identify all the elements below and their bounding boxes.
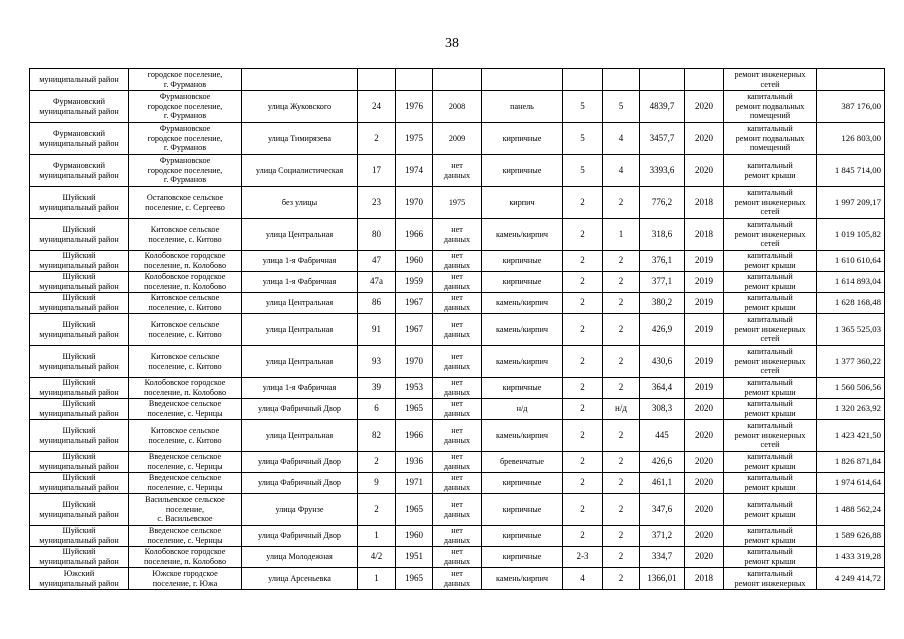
area-cell: 347,6 <box>640 494 685 526</box>
area-cell: 776,2 <box>640 187 685 219</box>
privatization-year-cell: нет данных <box>433 293 482 314</box>
work-type-cell: капитальный ремонт инженерных сетей <box>724 219 817 251</box>
wall-material-cell: камень/кирпич <box>482 568 563 590</box>
settlement-cell: Колобовское городское поселение, п. Колобово <box>129 547 242 568</box>
settlement-cell: Фурмановское городское поселение, г. Фурманов <box>129 91 242 123</box>
district-cell: Южский муниципальный район <box>30 568 129 590</box>
cost-cell: 1 974 614,64 <box>817 473 885 494</box>
wall-material-cell: камень/кирпич <box>482 314 563 346</box>
area-cell: 430,6 <box>640 346 685 378</box>
area-cell: 426,6 <box>640 452 685 473</box>
area-cell: 380,2 <box>640 293 685 314</box>
work-type-cell: капитальный ремонт крыши <box>724 473 817 494</box>
entrances-cell: 2 <box>603 293 640 314</box>
area-cell: 445 <box>640 420 685 452</box>
privatization-year-cell: нет данных <box>433 420 482 452</box>
house-number-cell <box>358 69 396 91</box>
settlement-cell: городское поселение, г. Фурманов <box>129 69 242 91</box>
table-row <box>30 69 885 91</box>
street-cell: улица Центральная <box>242 420 358 452</box>
entrances-cell: 2 <box>603 473 640 494</box>
settlement-cell: Васильевское сельское поселение, с. Васильевское <box>129 494 242 526</box>
entrances-cell: 2 <box>603 568 640 590</box>
street-cell: без улицы <box>242 187 358 219</box>
repair-year-cell: 2019 <box>685 378 724 399</box>
cost-cell: 387 176,00 <box>817 91 885 123</box>
area-cell: 377,1 <box>640 272 685 293</box>
repair-year-cell: 2020 <box>685 155 724 187</box>
repair-year-cell: 2020 <box>685 91 724 123</box>
area-cell: 371,2 <box>640 526 685 547</box>
house-number-cell: 4/2 <box>358 547 396 568</box>
work-type-cell: капитальный ремонт инженерных сетей <box>724 420 817 452</box>
built-year-cell: 1959 <box>396 272 433 293</box>
house-number-cell: 47 <box>358 251 396 272</box>
built-year-cell: 1971 <box>396 473 433 494</box>
table-row <box>30 314 885 346</box>
wall-material-cell: камень/кирпич <box>482 219 563 251</box>
floors-cell: 2 <box>563 251 603 272</box>
built-year-cell: 1976 <box>396 91 433 123</box>
house-number-cell: 24 <box>358 91 396 123</box>
street-cell: улица Фабричный Двор <box>242 399 358 420</box>
entrances-cell: 2 <box>603 187 640 219</box>
floors-cell: 2 <box>563 399 603 420</box>
built-year-cell: 1951 <box>396 547 433 568</box>
work-type-cell: капитальный ремонт крыши <box>724 452 817 473</box>
table-row <box>30 251 885 272</box>
privatization-year-cell <box>433 69 482 91</box>
work-type-cell: капитальный ремонт инженерных сетей <box>724 314 817 346</box>
entrances-cell: 2 <box>603 378 640 399</box>
entrances-cell: 2 <box>603 526 640 547</box>
district-cell: Шуйский муниципальный район <box>30 293 129 314</box>
floors-cell: 2 <box>563 293 603 314</box>
cost-cell: 1 423 421,50 <box>817 420 885 452</box>
area-cell: 1366,01 <box>640 568 685 590</box>
district-cell: Шуйский муниципальный район <box>30 494 129 526</box>
street-cell: улица Тимирязева <box>242 123 358 155</box>
cost-cell: 1 488 562,24 <box>817 494 885 526</box>
settlement-cell: Южское городское поселение, г. Южа <box>129 568 242 590</box>
repair-year-cell: 2020 <box>685 547 724 568</box>
table-body <box>30 69 885 590</box>
wall-material-cell: кирпичные <box>482 272 563 293</box>
table-row <box>30 187 885 219</box>
entrances-cell <box>603 69 640 91</box>
repair-year-cell: 2019 <box>685 251 724 272</box>
area-cell: 308,3 <box>640 399 685 420</box>
cost-cell: 1 826 871,84 <box>817 452 885 473</box>
repair-year-cell: 2020 <box>685 123 724 155</box>
built-year-cell: 1965 <box>396 494 433 526</box>
built-year-cell: 1960 <box>396 251 433 272</box>
table-row <box>30 378 885 399</box>
settlement-cell: Колобовское городское поселение, п. Колобово <box>129 251 242 272</box>
floors-cell: 2 <box>563 346 603 378</box>
work-type-cell: капитальный ремонт инженерных <box>724 568 817 590</box>
area-cell: 4839,7 <box>640 91 685 123</box>
district-cell: Фурмановский муниципальный район <box>30 91 129 123</box>
built-year-cell: 1966 <box>396 219 433 251</box>
floors-cell: 2 <box>563 219 603 251</box>
settlement-cell: Введенское сельское поселение, с. Чернцы <box>129 399 242 420</box>
housing-repair-table <box>29 68 885 590</box>
wall-material-cell: кирпичные <box>482 547 563 568</box>
district-cell: Шуйский муниципальный район <box>30 452 129 473</box>
house-number-cell: 93 <box>358 346 396 378</box>
area-cell: 318,6 <box>640 219 685 251</box>
table-row <box>30 494 885 526</box>
work-type-cell: ремонт инженерных сетей <box>724 69 817 91</box>
floors-cell: 2 <box>563 452 603 473</box>
cost-cell: 1 433 319,28 <box>817 547 885 568</box>
table-row <box>30 399 885 420</box>
work-type-cell: капитальный ремонт инженерных сетей <box>724 346 817 378</box>
privatization-year-cell: нет данных <box>433 494 482 526</box>
built-year-cell: 1974 <box>396 155 433 187</box>
district-cell: Фурмановский муниципальный район <box>30 123 129 155</box>
work-type-cell: капитальный ремонт крыши <box>724 272 817 293</box>
privatization-year-cell: нет данных <box>433 314 482 346</box>
wall-material-cell: н/д <box>482 399 563 420</box>
wall-material-cell <box>482 69 563 91</box>
cost-cell: 1 997 209,17 <box>817 187 885 219</box>
house-number-cell: 91 <box>358 314 396 346</box>
work-type-cell: капитальный ремонт подвальных помещений <box>724 123 817 155</box>
street-cell: улица Социалистическая <box>242 155 358 187</box>
privatization-year-cell: нет данных <box>433 219 482 251</box>
district-cell: Шуйский муниципальный район <box>30 547 129 568</box>
wall-material-cell: кирпичные <box>482 155 563 187</box>
privatization-year-cell: нет данных <box>433 452 482 473</box>
privatization-year-cell: нет данных <box>433 346 482 378</box>
settlement-cell: Китовское сельское поселение, с. Китово <box>129 420 242 452</box>
house-number-cell: 9 <box>358 473 396 494</box>
wall-material-cell: кирпичные <box>482 494 563 526</box>
wall-material-cell: панель <box>482 91 563 123</box>
entrances-cell: 2 <box>603 452 640 473</box>
street-cell: улица Фрунзе <box>242 494 358 526</box>
floors-cell: 2 <box>563 526 603 547</box>
cost-cell: 1 610 610,64 <box>817 251 885 272</box>
work-type-cell: капитальный ремонт крыши <box>724 251 817 272</box>
built-year-cell: 1965 <box>396 399 433 420</box>
repair-year-cell: 2019 <box>685 272 724 293</box>
table-row <box>30 155 885 187</box>
house-number-cell: 39 <box>358 378 396 399</box>
district-cell: муниципальный район <box>30 69 129 91</box>
settlement-cell: Китовское сельское поселение, с. Китово <box>129 314 242 346</box>
district-cell: Шуйский муниципальный район <box>30 526 129 547</box>
work-type-cell: капитальный ремонт инженерных сетей <box>724 187 817 219</box>
area-cell: 461,1 <box>640 473 685 494</box>
area-cell: 426,9 <box>640 314 685 346</box>
work-type-cell: капитальный ремонт крыши <box>724 547 817 568</box>
street-cell: улица Фабричный Двор <box>242 452 358 473</box>
cost-cell: 1 365 525,03 <box>817 314 885 346</box>
table-row <box>30 526 885 547</box>
built-year-cell: 1936 <box>396 452 433 473</box>
repair-year-cell: 2019 <box>685 314 724 346</box>
wall-material-cell: бревенчатые <box>482 452 563 473</box>
cost-cell: 126 803,00 <box>817 123 885 155</box>
privatization-year-cell: нет данных <box>433 272 482 293</box>
floors-cell: 2-3 <box>563 547 603 568</box>
repair-year-cell: 2019 <box>685 346 724 378</box>
built-year-cell: 1953 <box>396 378 433 399</box>
settlement-cell: Китовское сельское поселение, с. Китово <box>129 346 242 378</box>
district-cell: Шуйский муниципальный район <box>30 473 129 494</box>
work-type-cell: капитальный ремонт крыши <box>724 378 817 399</box>
table-row <box>30 420 885 452</box>
cost-cell: 1 628 168,48 <box>817 293 885 314</box>
entrances-cell: 1 <box>603 219 640 251</box>
street-cell: улица Фабричный Двор <box>242 526 358 547</box>
table-row <box>30 568 885 590</box>
district-cell: Шуйский муниципальный район <box>30 420 129 452</box>
work-type-cell: капитальный ремонт крыши <box>724 293 817 314</box>
district-cell: Шуйский муниципальный район <box>30 399 129 420</box>
area-cell: 364,4 <box>640 378 685 399</box>
built-year-cell: 1965 <box>396 568 433 590</box>
street-cell: улица 1-я Фабричная <box>242 378 358 399</box>
floors-cell: 2 <box>563 378 603 399</box>
floors-cell: 2 <box>563 187 603 219</box>
house-number-cell: 2 <box>358 452 396 473</box>
repair-year-cell: 2019 <box>685 293 724 314</box>
floors-cell: 5 <box>563 123 603 155</box>
cost-cell: 1 377 360,22 <box>817 346 885 378</box>
cost-cell: 1 019 105,82 <box>817 219 885 251</box>
house-number-cell: 1 <box>358 526 396 547</box>
work-type-cell: капитальный ремонт крыши <box>724 399 817 420</box>
work-type-cell: капитальный ремонт подвальных помещений <box>724 91 817 123</box>
district-cell: Шуйский муниципальный район <box>30 314 129 346</box>
floors-cell: 2 <box>563 494 603 526</box>
street-cell: улица Центральная <box>242 293 358 314</box>
settlement-cell: Остаповское сельское поселение, с. Сергеево <box>129 187 242 219</box>
house-number-cell: 80 <box>358 219 396 251</box>
table-row <box>30 473 885 494</box>
built-year-cell <box>396 69 433 91</box>
area-cell: 3393,6 <box>640 155 685 187</box>
privatization-year-cell: 2009 <box>433 123 482 155</box>
work-type-cell: капитальный ремонт крыши <box>724 155 817 187</box>
repair-year-cell: 2018 <box>685 568 724 590</box>
settlement-cell: Введенское сельское поселение, с. Чернцы <box>129 452 242 473</box>
entrances-cell: н/д <box>603 399 640 420</box>
work-type-cell: капитальный ремонт крыши <box>724 526 817 547</box>
repair-year-cell: 2020 <box>685 526 724 547</box>
entrances-cell: 2 <box>603 494 640 526</box>
privatization-year-cell: нет данных <box>433 155 482 187</box>
repair-year-cell: 2018 <box>685 219 724 251</box>
cost-cell: 4 249 414,72 <box>817 568 885 590</box>
wall-material-cell: камень/кирпич <box>482 346 563 378</box>
built-year-cell: 1967 <box>396 293 433 314</box>
repair-year-cell: 2020 <box>685 494 724 526</box>
house-number-cell: 23 <box>358 187 396 219</box>
privatization-year-cell: нет данных <box>433 547 482 568</box>
cost-cell <box>817 69 885 91</box>
house-number-cell: 82 <box>358 420 396 452</box>
table-row <box>30 452 885 473</box>
wall-material-cell: кирпич <box>482 187 563 219</box>
settlement-cell: Фурмановское городское поселение, г. Фурманов <box>129 155 242 187</box>
wall-material-cell: камень/кирпич <box>482 293 563 314</box>
floors-cell: 2 <box>563 420 603 452</box>
wall-material-cell: кирпичные <box>482 123 563 155</box>
privatization-year-cell: нет данных <box>433 378 482 399</box>
area-cell: 334,7 <box>640 547 685 568</box>
floors-cell: 5 <box>563 155 603 187</box>
repair-year-cell: 2018 <box>685 187 724 219</box>
district-cell: Шуйский муниципальный район <box>30 219 129 251</box>
repair-year-cell: 2020 <box>685 452 724 473</box>
settlement-cell: Колобовское городское поселение, п. Колобово <box>129 378 242 399</box>
district-cell: Шуйский муниципальный район <box>30 346 129 378</box>
entrances-cell: 4 <box>603 155 640 187</box>
table-row <box>30 91 885 123</box>
entrances-cell: 4 <box>603 123 640 155</box>
wall-material-cell: кирпичные <box>482 526 563 547</box>
table-row <box>30 123 885 155</box>
house-number-cell: 47а <box>358 272 396 293</box>
table-row <box>30 346 885 378</box>
privatization-year-cell: нет данных <box>433 251 482 272</box>
built-year-cell: 1970 <box>396 187 433 219</box>
built-year-cell: 1967 <box>396 314 433 346</box>
district-cell: Шуйский муниципальный район <box>30 187 129 219</box>
street-cell: улица Фабричный Двор <box>242 473 358 494</box>
entrances-cell: 2 <box>603 251 640 272</box>
district-cell: Шуйский муниципальный район <box>30 251 129 272</box>
privatization-year-cell: нет данных <box>433 568 482 590</box>
table-row <box>30 272 885 293</box>
floors-cell: 2 <box>563 272 603 293</box>
settlement-cell: Китовское сельское поселение, с. Китово <box>129 219 242 251</box>
settlement-cell: Введенское сельское поселение, с. Чернцы <box>129 473 242 494</box>
street-cell: улица Центральная <box>242 346 358 378</box>
cost-cell: 1 560 506,56 <box>817 378 885 399</box>
entrances-cell: 5 <box>603 91 640 123</box>
street-cell: улица 1-я Фабричная <box>242 272 358 293</box>
floors-cell: 4 <box>563 568 603 590</box>
page-number: 38 <box>445 36 459 51</box>
wall-material-cell: кирпичные <box>482 251 563 272</box>
cost-cell: 1 589 626,88 <box>817 526 885 547</box>
settlement-cell: Фурмановское городское поселение, г. Фурманов <box>129 123 242 155</box>
built-year-cell: 1975 <box>396 123 433 155</box>
house-number-cell: 6 <box>358 399 396 420</box>
wall-material-cell: кирпичные <box>482 473 563 494</box>
street-cell: улица Молодежная <box>242 547 358 568</box>
area-cell <box>640 69 685 91</box>
privatization-year-cell: нет данных <box>433 399 482 420</box>
cost-cell: 1 845 714,00 <box>817 155 885 187</box>
floors-cell <box>563 69 603 91</box>
table-row <box>30 219 885 251</box>
built-year-cell: 1970 <box>396 346 433 378</box>
settlement-cell: Китовское сельское поселение, с. Китово <box>129 293 242 314</box>
built-year-cell: 1960 <box>396 526 433 547</box>
district-cell: Шуйский муниципальный район <box>30 378 129 399</box>
privatization-year-cell: нет данных <box>433 473 482 494</box>
privatization-year-cell: 2008 <box>433 91 482 123</box>
wall-material-cell: кирпичные <box>482 378 563 399</box>
street-cell: улица Центральная <box>242 314 358 346</box>
entrances-cell: 2 <box>603 346 640 378</box>
settlement-cell: Колобовское городское поселение, п. Колобово <box>129 272 242 293</box>
entrances-cell: 2 <box>603 272 640 293</box>
table-row <box>30 547 885 568</box>
repair-year-cell <box>685 69 724 91</box>
privatization-year-cell: 1975 <box>433 187 482 219</box>
house-number-cell: 86 <box>358 293 396 314</box>
settlement-cell: Введенское сельское поселение, с. Чернцы <box>129 526 242 547</box>
built-year-cell: 1966 <box>396 420 433 452</box>
wall-material-cell: камень/кирпич <box>482 420 563 452</box>
street-cell: улица Арсеньевка <box>242 568 358 590</box>
house-number-cell: 2 <box>358 123 396 155</box>
house-number-cell: 1 <box>358 568 396 590</box>
street-cell: улица Центральная <box>242 219 358 251</box>
house-number-cell: 2 <box>358 494 396 526</box>
floors-cell: 5 <box>563 91 603 123</box>
repair-year-cell: 2020 <box>685 399 724 420</box>
entrances-cell: 2 <box>603 314 640 346</box>
cost-cell: 1 320 263,92 <box>817 399 885 420</box>
street-cell: улица Жуковского <box>242 91 358 123</box>
table-row <box>30 293 885 314</box>
work-type-cell: капитальный ремонт крыши <box>724 494 817 526</box>
floors-cell: 2 <box>563 314 603 346</box>
district-cell: Шуйский муниципальный район <box>30 272 129 293</box>
entrances-cell: 2 <box>603 420 640 452</box>
floors-cell: 2 <box>563 473 603 494</box>
house-number-cell: 17 <box>358 155 396 187</box>
repair-year-cell: 2020 <box>685 420 724 452</box>
area-cell: 376,1 <box>640 251 685 272</box>
district-cell: Фурмановский муниципальный район <box>30 155 129 187</box>
street-cell <box>242 69 358 91</box>
repair-year-cell: 2020 <box>685 473 724 494</box>
street-cell: улица 1-я Фабричная <box>242 251 358 272</box>
entrances-cell: 2 <box>603 547 640 568</box>
privatization-year-cell: нет данных <box>433 526 482 547</box>
cost-cell: 1 614 893,04 <box>817 272 885 293</box>
area-cell: 3457,7 <box>640 123 685 155</box>
